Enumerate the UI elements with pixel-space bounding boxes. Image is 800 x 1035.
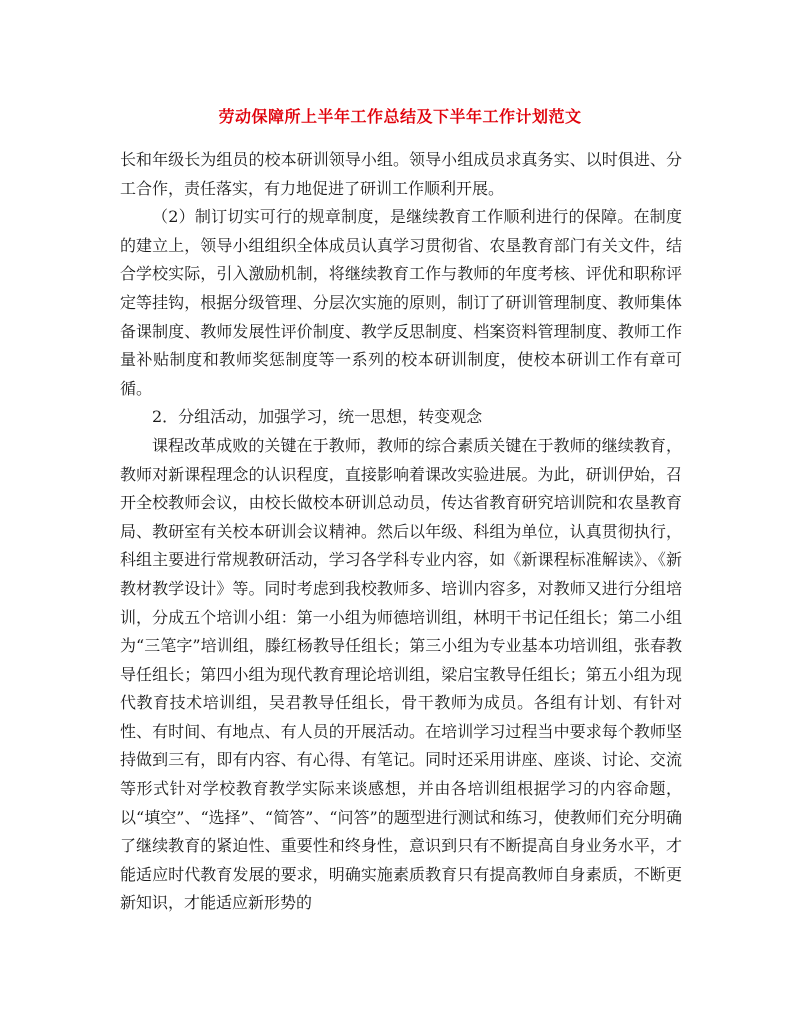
document-body [120,146,682,918]
document-title: 劳动保障所上半年工作总结及下半年工作计划范文 [218,107,582,126]
paragraph-regulations: （2）制订切实可行的规章制度，是继续教育工作顺利进行的保障。在制度的建立上，领导小组组织全体成员认真学习贯彻省、农垦教育部门有关文件，结合学校实际，引入激励机制，将继续教育工作与教师的年度考核、评优和职称评定等挂钩，根据分级管理、分层次实施的原则，制订了研训管理制度、教师集体备课制度、教师发展性评价制度、教学反思制度、档案资料管理制度、教师工作量补贴制度和教师奖惩制度等一系列的校本研训制度，使校本研训工作有章可循。 [120,207,682,398]
paragraph-training-groups: 课程改革成败的关键在于教师，教师的综合素质关键在于教师的继续教育，教师对新课程理念的认识程度，直接影响着课改实验进展。为此，研训伊始，召开全校教师会议，由校长做校本研训总动员，传达省教育研究培训院和农垦教育局、教研室有关校本研训会议精神。然后以年级、科组为单位，认真贯彻执行，科组主要进行常规教研活动，学习各学科专业内容，如《新课程标准解读》、《新教材教学设计》等。同时考虑到我校教师多、培训内容多，对教师又进行分组培训，分成五个培训小组：第一小组为师德培训组，林明干书记任组长；第二小组为“三笔字”培训组，滕红杨教导任组长；第三小组为专业基本功培训组，张春教导任组长；第四小组为现代教育理论培训组，梁启宝教导任组长；第五小组为现代教育技术培训组，吴君教导任组长，骨干教师为成员。各组有计划、有针对性、有时间、有地点、有人员的开展活动。在培训学习过程当中要求每个教师坚持做到三有，即有内容、有心得、有笔记。同时还采用讲座、座谈、讨论、交流等形式针对学校教育教学实际来谈感想，并由各培训组根据学习的内容命题，以“填空”、“选择”、“简答”、“问答”的题型进行测试和练习，使教师们充分明确了继续教育的紧迫性、重要性和终身性，意识到只有不断提高自身业务水平，才能适应时代教育发展的要求，明确实施素质教育只有提高教师自身素质，不断更新知识，才能适应新形势的 [120,435,682,913]
section-heading: 2．分组活动，加强学习，统一思想，转变观念 [152,407,483,427]
paragraph-continuation: 长和年级长为组员的校本研训领导小组。领导小组成员求真务实、以时俱进、分工合作，责任落实，有力地促进了研训工作顺利开展。 [120,150,682,198]
